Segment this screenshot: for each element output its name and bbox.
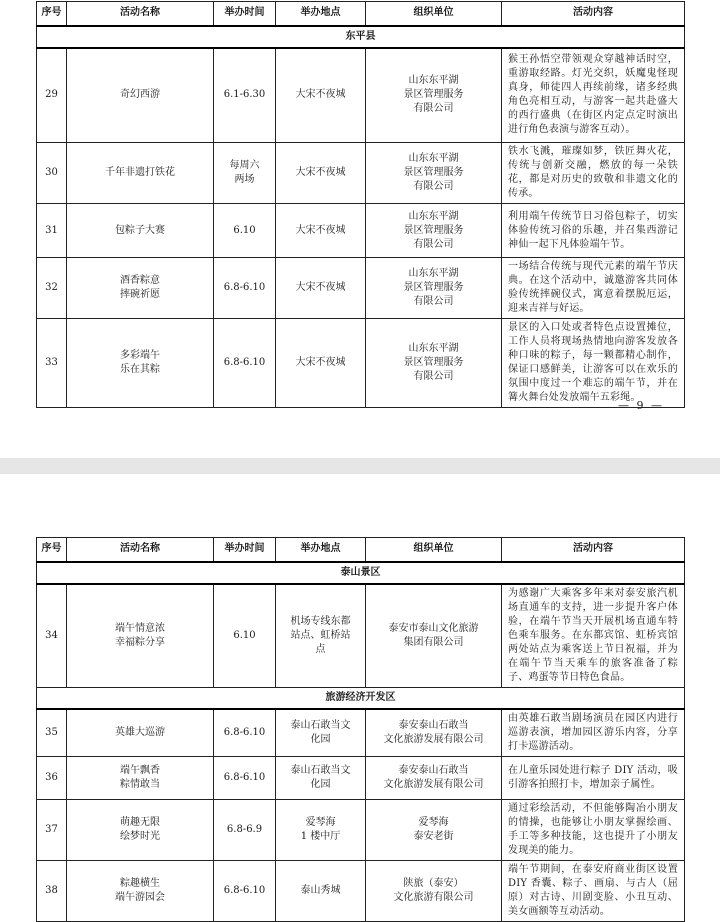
row-time: 6.8-6.10	[214, 319, 276, 408]
row-no: 35	[37, 709, 67, 757]
table-row	[37, 258, 685, 319]
row-name: 粽趣横生 端午游园会	[67, 861, 214, 922]
table-row	[37, 800, 685, 861]
row-org: 山东东平湖 景区管理服务 有限公司	[366, 143, 502, 204]
document-page-10	[0, 474, 720, 917]
row-content: 端午节期间，在泰安府商业街区设置 DIY 香囊、粽子、画扇、与古人（屈原）对古诗、川剧变脸、小丑互动、美女画额等互动活动。	[502, 861, 685, 922]
row-content: 为感谢广大乘客多年来对泰安旅汽机场直通车的支持，进一步提升客户体验，在端午节当天开展机场直通车特色乘车服务。在东都宾馆、虹桥宾馆两处站点为乘客送上节日祝福，并为在端午节当天乘车的旅客准备了粽子、鸡蛋等节日特色食品。	[502, 584, 685, 688]
activity-table-page-10	[36, 537, 685, 922]
row-content: 由英雄石敢当剧场演员在园区内进行巡游表演，增加园区游乐内容，分享打卡巡游活动。	[502, 709, 685, 757]
header-place: 举办地点	[276, 2, 366, 26]
row-time: 6.8-6.10	[214, 709, 276, 757]
row-content: 在儿童乐园处进行粽子 DIY 活动，吸引游客拍照打卡，增加亲子属性。	[502, 757, 685, 800]
region-title: 泰山景区	[37, 562, 685, 584]
row-place: 大宋不夜城	[276, 258, 366, 319]
row-place: 泰山石敢当文 化园	[276, 709, 366, 757]
region-row	[37, 562, 685, 584]
region-title: 东平县	[37, 26, 685, 48]
row-org: 泰安泰山石敢当 文化旅游发展有限公司	[366, 757, 502, 800]
header-no: 序号	[37, 2, 67, 26]
row-place: 大宋不夜城	[276, 48, 366, 143]
row-time: 每周六 两场	[214, 143, 276, 204]
region-row	[37, 687, 685, 709]
row-no: 32	[37, 258, 67, 319]
row-name: 包粽子大赛	[67, 204, 214, 258]
row-place: 泰山石敢当文 化园	[276, 757, 366, 800]
row-org: 爱琴海 泰安老街	[366, 800, 502, 861]
header-time: 举办时间	[214, 538, 276, 562]
row-name: 千年非遗打铁花	[67, 143, 214, 204]
table-row	[37, 861, 685, 922]
row-org: 陕旅（泰安） 文化旅游有限公司	[366, 861, 502, 922]
row-time: 6.10	[214, 204, 276, 258]
header-org: 组织单位	[366, 2, 502, 26]
row-org: 山东东平湖 景区管理服务 有限公司	[366, 204, 502, 258]
table-row	[37, 757, 685, 800]
row-place: 大宋不夜城	[276, 204, 366, 258]
row-time: 6.8-6.10	[214, 757, 276, 800]
row-place: 机场专线东都 站点、虹桥站 点	[276, 584, 366, 688]
header-place: 举办地点	[276, 538, 366, 562]
row-name: 酒香粽意 摔碗祈愿	[67, 258, 214, 319]
header-content: 活动内容	[502, 538, 685, 562]
row-no: 38	[37, 861, 67, 922]
row-content: 猴王孙悟空带领观众穿越神话时空，重游取经路。灯光交织，妖魔鬼怪现真身，师徒四人再续前缘，诸多经典角色亮相互动，与游客一起共赴盛大的西行盛典（在街区内定点定时演出进行角色表演与游客互动）。	[502, 48, 685, 143]
row-no: 33	[37, 319, 67, 408]
header-time: 举办时间	[214, 2, 276, 26]
row-name: 端午飘香 粽情敢当	[67, 757, 214, 800]
row-name: 奇幻西游	[67, 48, 214, 143]
row-org: 山东东平湖 景区管理服务 有限公司	[366, 48, 502, 143]
header-content: 活动内容	[502, 2, 685, 26]
region-title: 旅游经济开发区	[37, 687, 685, 709]
table-row	[37, 204, 685, 258]
table-header-row	[37, 538, 685, 562]
activity-table-page-9	[36, 1, 685, 408]
row-no: 29	[37, 48, 67, 143]
row-content: 通过彩绘活动，不但能够陶冶小朋友的情操，也能够让小朋友掌握绘画、手工等多种技能，这也提升了小朋友发现美的能力。	[502, 800, 685, 861]
page-number: — 9 —	[618, 399, 664, 412]
row-name: 端午情意浓 幸福粽分享	[67, 584, 214, 688]
header-name: 活动名称	[67, 538, 214, 562]
table-row	[37, 143, 685, 204]
row-place: 爱琴海 1 楼中厅	[276, 800, 366, 861]
row-org: 山东东平湖 景区管理服务 有限公司	[366, 319, 502, 408]
row-no: 37	[37, 800, 67, 861]
row-content: 景区的入口处或者特色点设置摊位，工作人员将现场热情地向游客发放各种口味的粽子，每一颗都精心制作，保证口感鲜美，让游客可以在欢乐的氛围中度过一个难忘的端午节，并在篝火舞台处发放端午五彩绳。	[502, 319, 685, 408]
row-time: 6.8-6.9	[214, 800, 276, 861]
row-content: 铁水飞溅，璀璨如梦，铁匠舞火花，传统与创新交融，燃放的每一朵铁花，都是对历史的致敬和非遗文化的传承。	[502, 143, 685, 204]
header-org: 组织单位	[366, 538, 502, 562]
row-name: 萌趣无限 绘梦时光	[67, 800, 214, 861]
document-page-9	[0, 0, 720, 458]
page-separator	[0, 458, 720, 474]
table-header-row	[37, 2, 685, 26]
row-place: 泰山秀城	[276, 861, 366, 922]
row-name: 英雄大巡游	[67, 709, 214, 757]
table-row	[37, 319, 685, 408]
row-time: 6.1-6.30	[214, 48, 276, 143]
row-no: 31	[37, 204, 67, 258]
row-time: 6.8-6.10	[214, 258, 276, 319]
row-time: 6.10	[214, 584, 276, 688]
row-no: 30	[37, 143, 67, 204]
table-row	[37, 584, 685, 688]
row-org: 泰安市泰山文化旅游 集团有限公司	[366, 584, 502, 688]
row-time: 6.8-6.10	[214, 861, 276, 922]
row-place: 大宋不夜城	[276, 319, 366, 408]
header-name: 活动名称	[67, 2, 214, 26]
table-row	[37, 48, 685, 143]
row-name: 多彩端午 乐在其粽	[67, 319, 214, 408]
row-org: 山东东平湖 景区管理服务 有限公司	[366, 258, 502, 319]
header-no: 序号	[37, 538, 67, 562]
row-org: 泰安泰山石敢当 文化旅游发展有限公司	[366, 709, 502, 757]
row-content: 利用端午传统节日习俗包粽子，切实体验传统习俗的乐趣，并召集西游记神仙一起下凡体验端午节。	[502, 204, 685, 258]
row-content: 一场结合传统与现代元素的端午节庆典。在这个活动中，诚邀游客共同体验传统摔碗仪式，寓意着摆脱厄运，迎来吉祥与好运。	[502, 258, 685, 319]
table-row	[37, 709, 685, 757]
row-place: 大宋不夜城	[276, 143, 366, 204]
row-no: 34	[37, 584, 67, 688]
region-row	[37, 26, 685, 48]
row-no: 36	[37, 757, 67, 800]
